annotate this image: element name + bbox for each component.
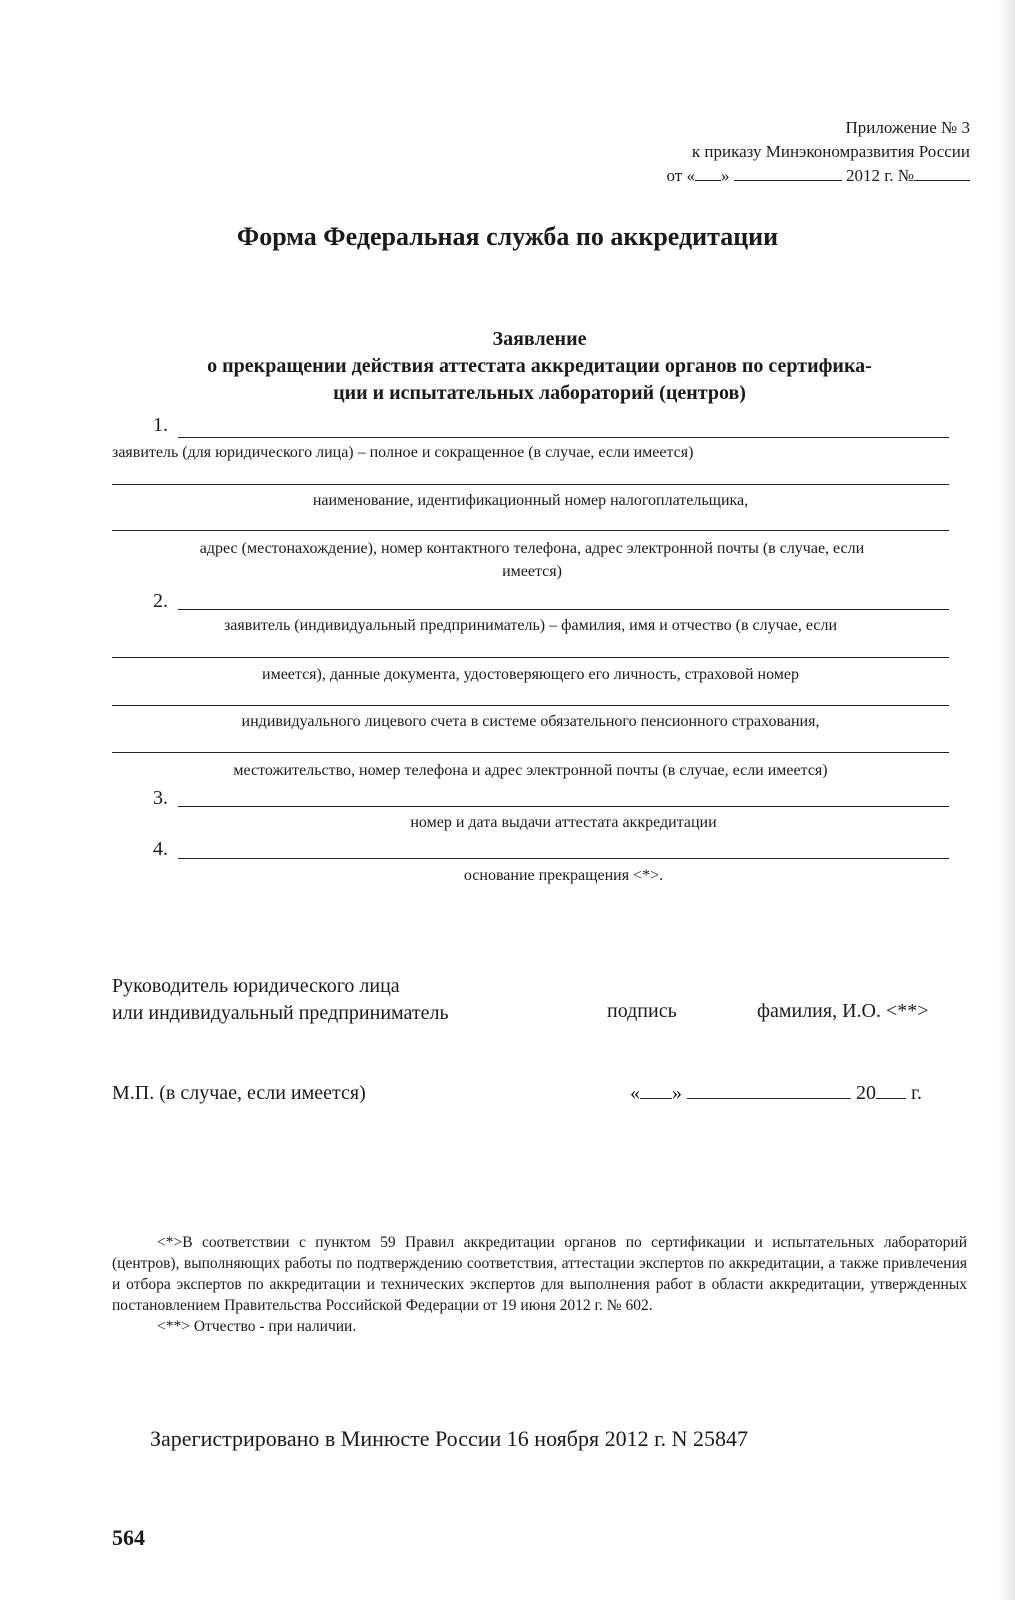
day-blank <box>695 166 721 181</box>
head-line-2: или индивидуальный предприниматель <box>112 1002 449 1024</box>
field-2-caption-2: имеется), данные документа, удостоверяющего его личность, страховой номер <box>262 666 799 683</box>
head-line-1: Руководитель юридического лица <box>112 975 400 997</box>
application-subject-line-2: ции и испытательных лабораторий (центров) <box>333 382 746 404</box>
head-signatory-label <box>112 973 449 1027</box>
year-suffix: г. <box>911 1082 922 1104</box>
appendix-line-3 <box>667 164 971 188</box>
field-4-number: 4. <box>153 838 168 860</box>
appendix-line-2: к приказу Минэкономразвития России <box>691 142 970 161</box>
year-blank-field[interactable] <box>876 1082 906 1099</box>
registration-note: Зарегистрировано в Минюсте России 16 ноября 2012 г. N 25847 <box>150 1426 749 1451</box>
footnote-1: <*>В соответствии с пунктом 59 Правил аккредитации органов по сертификации и испытательных лабораторий (центров), выполняющих работы по подтверждению соответствия, аттестации экспертов по аккредитации, а также привлечения и отбора экспертов по аккредитации и технических экспертов для выполнения работ в области аккредитации, утвержденных постановлением Правительства Российской Федерации от 19 июня 2012 г. № 602. <box>112 1234 967 1314</box>
field-1-number: 1. <box>153 414 168 436</box>
day-blank-field[interactable] <box>640 1082 672 1099</box>
page-number: 564 <box>112 1525 145 1550</box>
month-blank <box>734 166 842 181</box>
field-2-line-3[interactable] <box>112 705 949 706</box>
date-close-quote: » <box>720 166 730 185</box>
application-subject-line-1: о прекращении действия аттестата аккредитации органов по сертифика- <box>207 355 872 377</box>
footnotes <box>112 1232 967 1337</box>
signature-label: подпись <box>607 1000 677 1022</box>
field-1-caption-3: адрес (местонахождение), номер контактного телефона, адрес электронной почты (в случае, если <box>199 540 865 557</box>
field-2-caption-1: заявитель (индивидуальный предприниматель) – фамилия, имя и отчество (в случае, если <box>223 617 838 634</box>
field-1-caption-2: наименование, идентификационный номер налогоплательщика, <box>312 492 749 509</box>
stamp-label: М.П. (в случае, если имеется) <box>112 1082 366 1104</box>
field-2-line-2[interactable] <box>112 657 949 658</box>
field-1-caption-1: заявитель (для юридического лица) – полное и сокращенное (в случае, если имеется) <box>112 444 694 461</box>
application-title <box>112 326 967 407</box>
appendix-line-1: Приложение № 3 <box>845 118 970 137</box>
field-3-caption: номер и дата выдачи аттестата аккредитации <box>410 814 717 831</box>
full-name-label: фамилия, И.О. <**> <box>757 1000 929 1022</box>
footnote-2: <**> Отчество - при наличии. <box>157 1318 357 1335</box>
field-2-caption-3: индивидуального лицевого счета в системе обязательного пенсионного страхования, <box>241 713 820 730</box>
year-prefix: 20 <box>856 1082 876 1104</box>
date-open-quote: от « <box>666 166 695 185</box>
field-4-caption: основание прекращения <*>. <box>463 867 664 884</box>
field-2-number: 2. <box>153 590 168 612</box>
date-day-open: « <box>630 1082 640 1104</box>
application-heading: Заявление <box>492 328 587 350</box>
field-4-line[interactable] <box>178 858 949 859</box>
field-1-caption-3b: имеется) <box>502 563 562 580</box>
order-number-blank <box>914 166 970 181</box>
field-3-number: 3. <box>153 787 168 809</box>
field-1-line-3[interactable] <box>112 530 949 531</box>
field-1-line[interactable] <box>178 437 949 438</box>
form-title: Форма Федеральная служба по аккредитации <box>236 222 779 251</box>
year-number-label: 2012 г. № <box>845 166 914 185</box>
appendix-header <box>667 116 971 188</box>
field-2-line-4[interactable] <box>112 752 949 753</box>
field-2-line[interactable] <box>178 609 949 610</box>
date-day-close: » <box>672 1082 682 1104</box>
field-3-line[interactable] <box>178 806 949 807</box>
date-block <box>630 1082 922 1105</box>
field-1-line-2[interactable] <box>112 484 949 485</box>
month-blank-field[interactable] <box>687 1082 851 1099</box>
field-2-caption-4: местожительство, номер телефона и адрес электронной почты (в случае, если имеется) <box>233 762 828 779</box>
